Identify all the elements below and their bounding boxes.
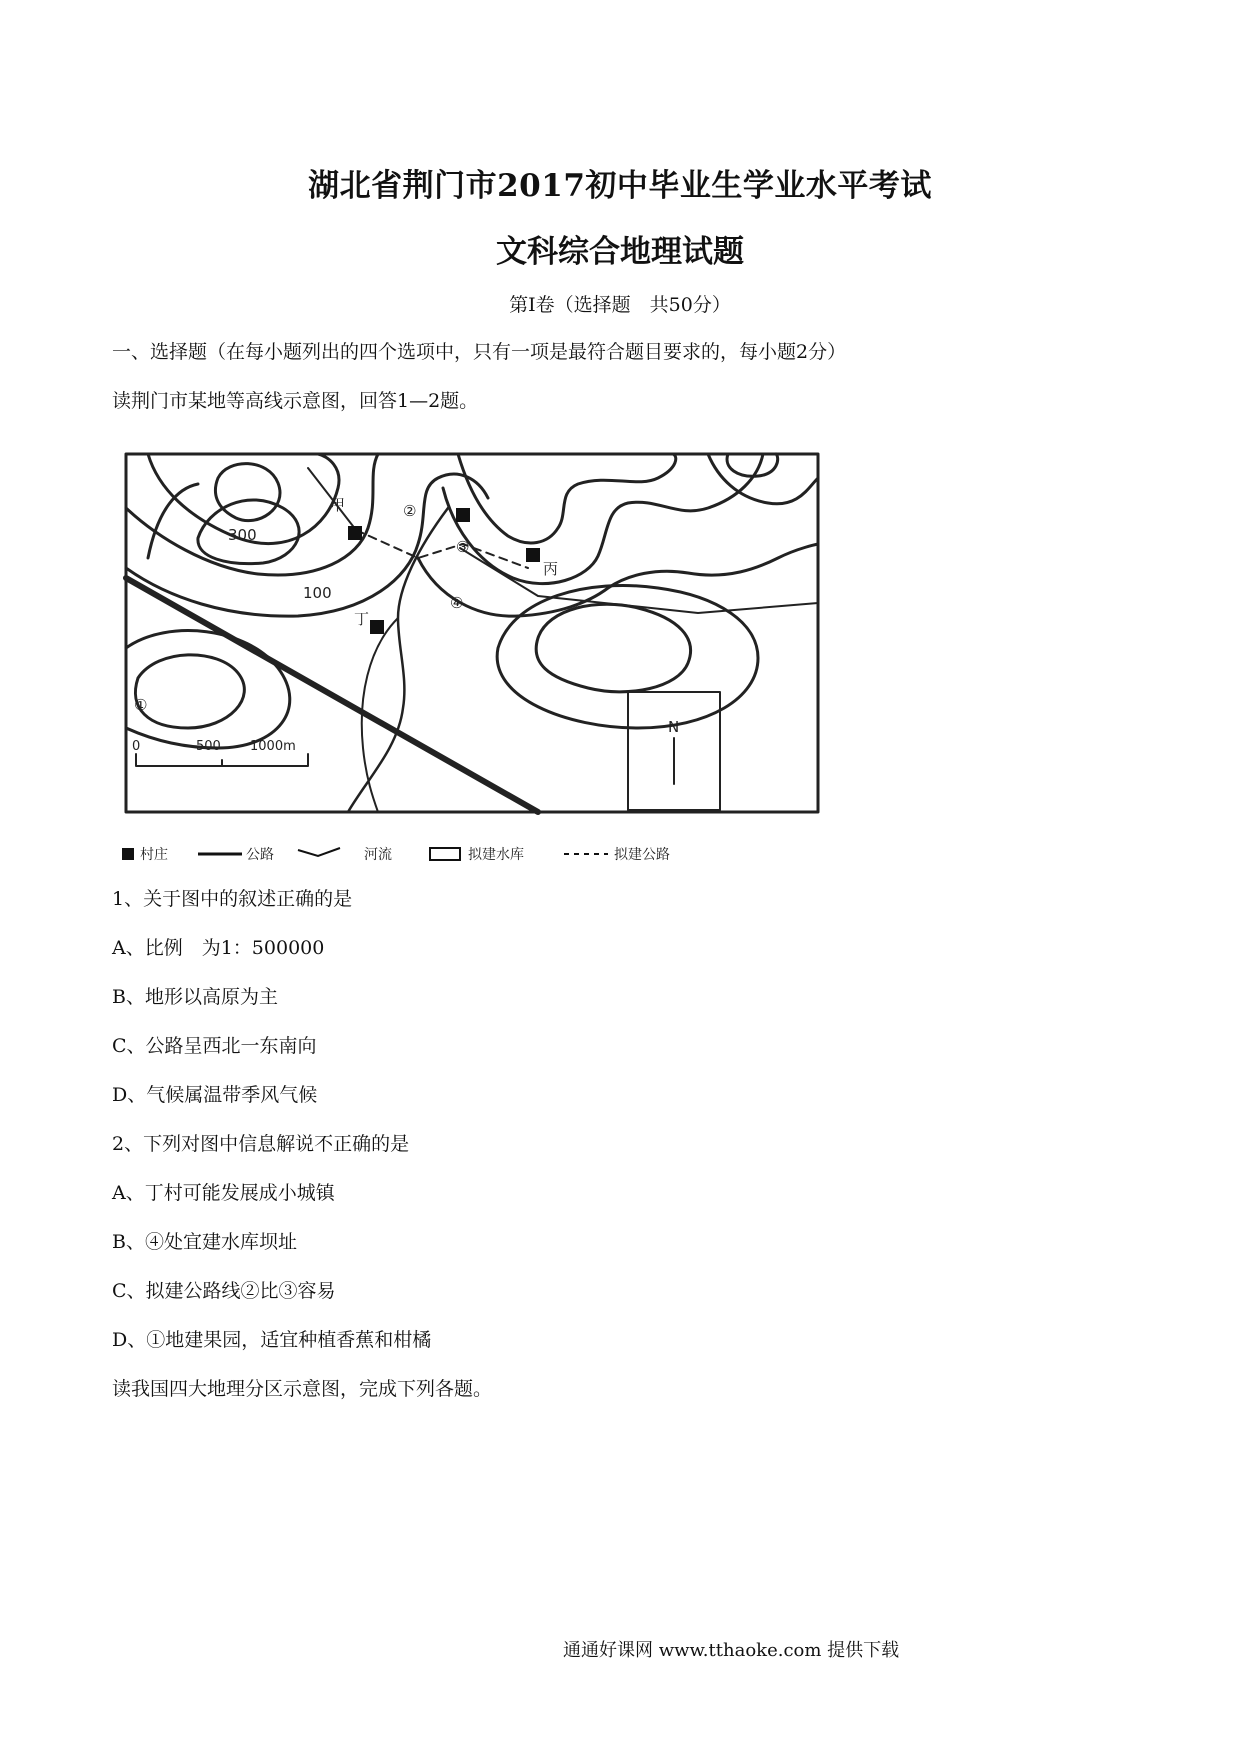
legend-village-icon xyxy=(122,848,134,860)
village-marker xyxy=(348,526,362,540)
question-2-option-a: A、丁村可能发展成小城镇 xyxy=(112,1182,335,1204)
north-label: N xyxy=(668,718,680,736)
contour-line xyxy=(135,655,244,728)
exam-title: 湖北省荆门市2017初中毕业生学业水平考试 xyxy=(308,168,932,204)
legend-village: 村庄 xyxy=(140,847,168,863)
question-2-stem: 2、下列对图中信息解说不正确的是 xyxy=(112,1133,410,1155)
volume-heading: 第Ⅰ卷（选择题 共50分） xyxy=(509,294,731,316)
label-100: 100 xyxy=(303,584,332,602)
label-2: ② xyxy=(403,502,417,520)
legend-reservoir: 拟建水库 xyxy=(468,847,524,863)
scale-mid: 500 xyxy=(196,739,221,754)
label-bing: 丙 xyxy=(543,560,559,578)
contour-line xyxy=(458,454,676,543)
label-4: ④ xyxy=(450,594,464,612)
section-heading: 一、选择题（在每小题列出的四个选项中，只有一项是最符合题目要求的，每小题2分） xyxy=(112,341,847,363)
legend-road: 公路 xyxy=(246,847,274,863)
label-ding: 丁 xyxy=(354,610,370,628)
question-2-option-c: C、拟建公路线②比③容易 xyxy=(112,1280,336,1302)
legend-river: 河流 xyxy=(364,847,392,863)
legend-planned-road: 拟建公路 xyxy=(614,847,670,863)
village-marker xyxy=(456,508,470,522)
exam-subtitle: 文科综合地理试题 xyxy=(496,234,744,270)
village-marker xyxy=(370,620,384,634)
label-jia: 甲 xyxy=(330,496,346,514)
next-intro: 读我国四大地理分区示意图，完成下列各题。 xyxy=(112,1378,493,1400)
map-frame xyxy=(126,454,818,812)
legend-river-icon xyxy=(298,848,340,856)
contour-line xyxy=(215,464,280,521)
footer-credit: 通通好课网 www.tthaoke.com 提供下载 xyxy=(563,1640,900,1661)
scale-zero: 0 xyxy=(132,739,141,754)
question-2-option-b: B、④处宜建水库坝址 xyxy=(112,1231,297,1253)
scale-end: 1000m xyxy=(250,739,296,754)
question-1-stem: 1、关于图中的叙述正确的是 xyxy=(112,888,353,910)
contour-line xyxy=(126,631,290,748)
road xyxy=(126,578,538,812)
label-1: ① xyxy=(134,696,148,714)
contour-map xyxy=(118,448,852,870)
question-1-option-a: A、比例 为1：500000 xyxy=(112,937,325,959)
question-1-option-c: C、公路呈西北一东南向 xyxy=(112,1035,317,1057)
question-1-option-d: D、气候属温带季风气候 xyxy=(112,1084,318,1106)
scale-bar xyxy=(136,754,308,766)
label-3: ③ xyxy=(456,538,470,556)
planned-road xyxy=(356,530,528,568)
contour-line xyxy=(708,454,818,504)
question-2-option-d: D、①地建果园，适宜种植香蕉和柑橘 xyxy=(112,1329,432,1351)
village-marker xyxy=(526,548,540,562)
label-300: 300 xyxy=(228,526,257,544)
legend-reservoir-icon xyxy=(430,848,460,860)
contour-line xyxy=(536,604,690,692)
map-intro: 读荆门市某地等高线示意图，回答1—2题。 xyxy=(112,390,479,412)
planned-road xyxy=(460,548,818,613)
question-1-option-b: B、地形以高原为主 xyxy=(112,986,278,1008)
contour-line xyxy=(727,454,778,476)
